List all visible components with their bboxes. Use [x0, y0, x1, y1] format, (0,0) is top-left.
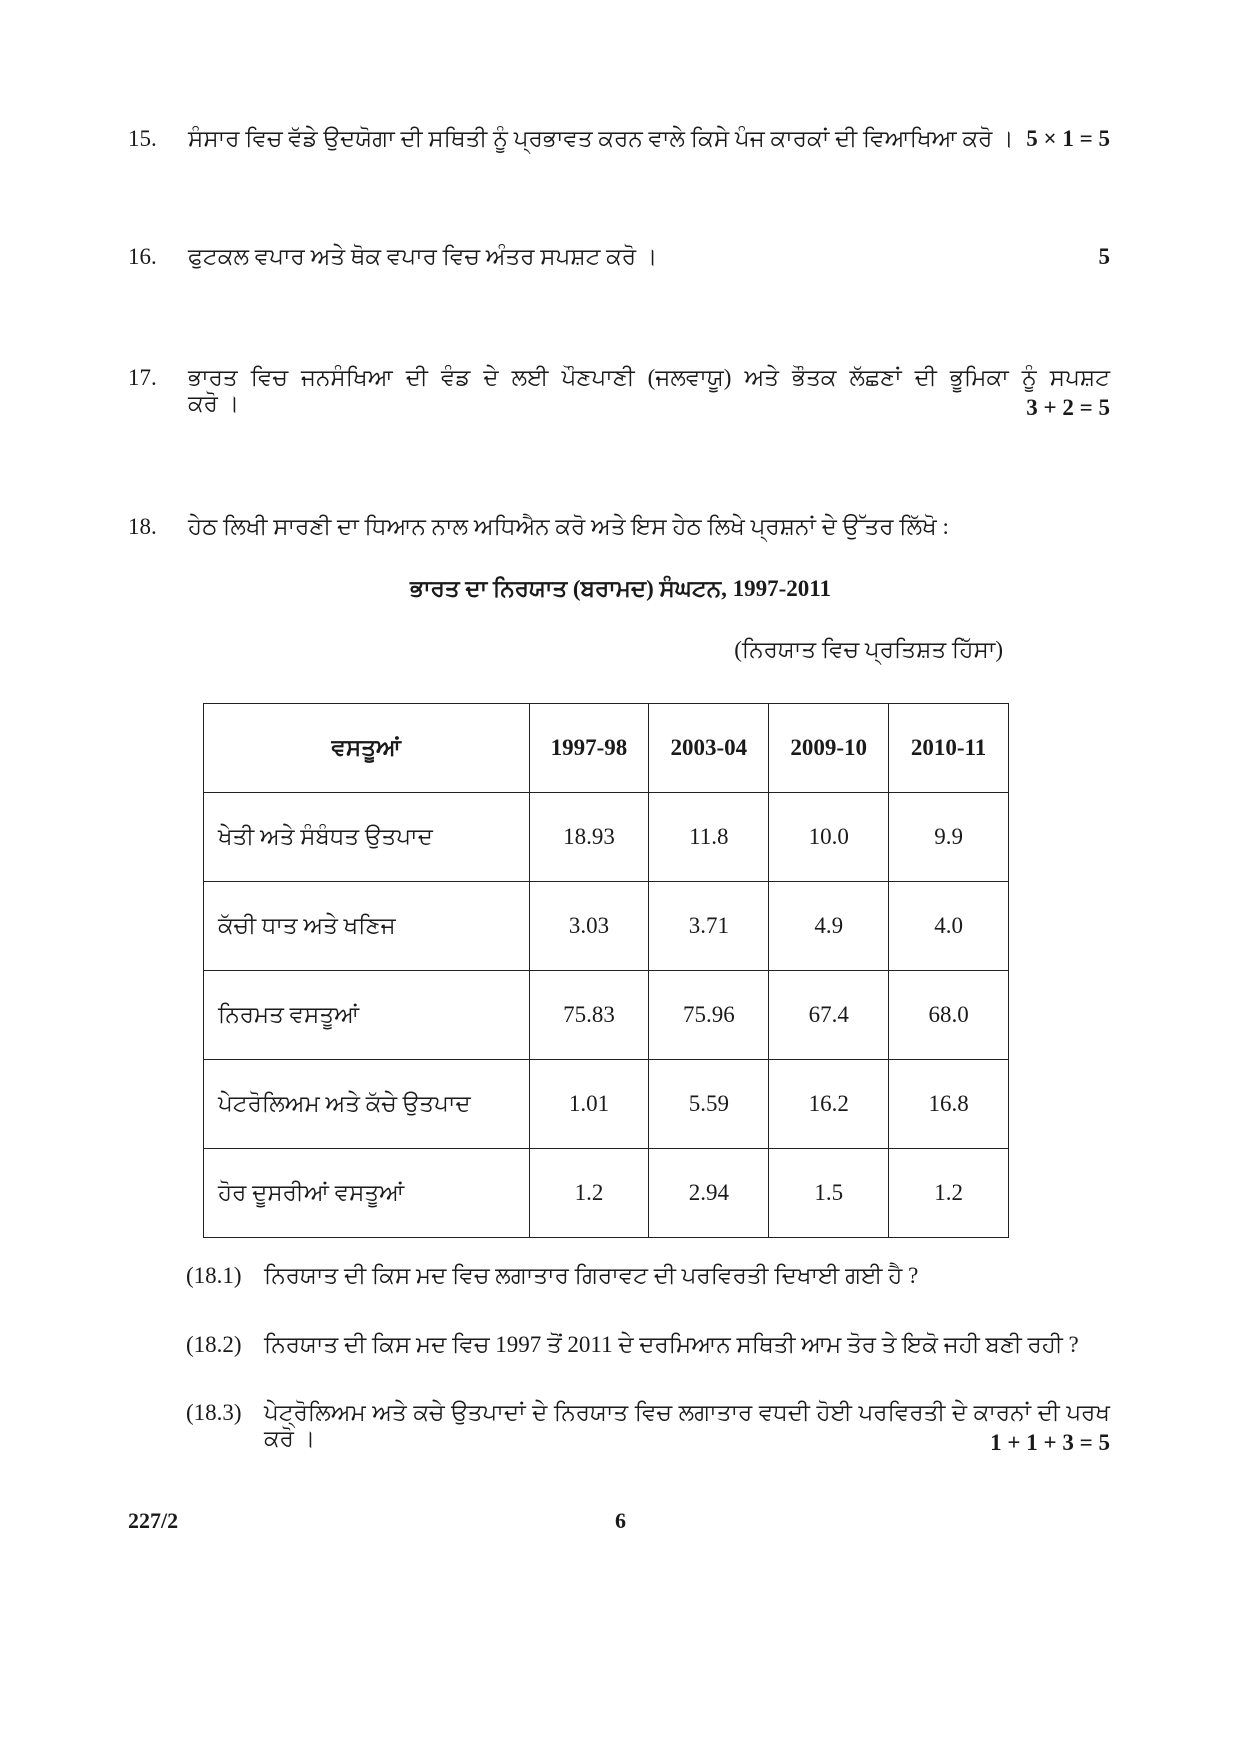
question-marks: 5: [1098, 244, 1110, 269]
table-row: [204, 882, 1009, 971]
header-cell: 2003-04: [649, 704, 769, 793]
question-marks: 5 × 1 = 5: [1026, 126, 1110, 151]
value-cell: 16.8: [889, 1060, 1009, 1149]
item-cell: ਕੱਚੀ ਧਾਤ ਅਤੇ ਖਣਿਜ: [204, 882, 530, 971]
value-cell: 9.9: [889, 793, 1009, 882]
table-row: [204, 971, 1009, 1060]
table-title: ਭਾਰਤ ਦਾ ਨਿਰਯਾਤ (ਬਰਾਮਦ) ਸੰਘਟਨ, 1997-2011: [410, 576, 831, 601]
question-marks: 3 + 2 = 5: [1026, 395, 1110, 420]
header-cell: ਵਸਤੂਆਂ: [204, 704, 530, 793]
value-cell: 1.01: [529, 1060, 649, 1149]
value-cell: 68.0: [889, 971, 1009, 1060]
header-cell: 2010-11: [889, 704, 1009, 793]
value-cell: 11.8: [649, 793, 769, 882]
subquestion-18-3: [186, 1400, 1110, 1462]
item-cell: ਖੇਤੀ ਅਤੇ ਸੰਬੰਧਤ ਉਤਪਾਦ: [204, 793, 530, 882]
value-cell: 1.2: [889, 1149, 1009, 1238]
page-number: 6: [615, 1508, 626, 1533]
subquestion-text: ਨਿਰਯਾਤ ਦੀ ਕਿਸ ਮਦ ਵਿਚ 1997 ਤੋਂ 2011 ਦੇ ਦਰਮਿਆਨ ਸਥਿਤੀ ਆਮ ਤੋਰ ਤੇ ਇਕੋ ਜਹੀ ਬਣੀ ਰਹੀ ?: [264, 1332, 1079, 1357]
subquestion-text-line-1: ਪੇਟ੍ਰੋਲਿਅਮ ਅਤੇ ਕਚੇ ਉਤਪਾਦਾਂ ਦੇ ਨਿਰਯਾਤ ਵਿਚ ਲਗਾਤਾਰ ਵਧਦੀ ਹੋਈ ਪਰਵਿਰਤੀ ਦੇ ਕਾਰਨਾਂ ਦੀ ਪਰਖ: [264, 1400, 1110, 1425]
subquestion-number: (18.3): [186, 1400, 242, 1425]
question-number: 16.: [128, 244, 157, 269]
subquestion-marks: 1 + 1 + 3 = 5: [990, 1430, 1110, 1455]
value-cell: 3.71: [649, 882, 769, 971]
value-cell: 4.0: [889, 882, 1009, 971]
table-header-row: [204, 704, 1009, 793]
item-cell: ਪੇਟਰੋਲਿਅਮ ਅਤੇ ਕੱਚੇ ਉਤਪਾਦ: [204, 1060, 530, 1149]
value-cell: 1.5: [769, 1149, 889, 1238]
item-cell: ਨਿਰਮਤ ਵਸਤੂਆਂ: [204, 971, 530, 1060]
table-row: [204, 1149, 1009, 1238]
value-cell: 3.03: [529, 882, 649, 971]
subquestion-number: (18.1): [186, 1263, 242, 1288]
question-text: ਹੇਠ ਲਿਖੀ ਸਾਰਣੀ ਦਾ ਧਿਆਨ ਨਾਲ ਅਧਿਐਨ ਕਰੋ ਅਤੇ ਇਸ ਹੇਠ ਲਿਖੇ ਪ੍ਰਸ਼ਨਾਂ ਦੇ ਉੱਤਰ ਲਿੱਖੋ :: [188, 514, 949, 539]
header-cell: 1997-98: [529, 704, 649, 793]
value-cell: 5.59: [649, 1060, 769, 1149]
table-unit: (ਨਿਰਯਾਤ ਵਿਚ ਪ੍ਰਤਿਸ਼ਤ ਹਿੱਸਾ): [734, 637, 1003, 662]
table-row: [204, 1060, 1009, 1149]
question-text: ਫੁਟਕਲ ਵਪਾਰ ਅਤੇ ਥੋਕ ਵਪਾਰ ਵਿਚ ਅੰਤਰ ਸਪਸ਼ਟ ਕਰੋ ।: [188, 244, 658, 269]
subquestion-number: (18.2): [186, 1332, 242, 1357]
question-text-line-2: ਕਰੋ ।: [188, 391, 240, 416]
value-cell: 67.4: [769, 971, 889, 1060]
header-cell: 2009-10: [769, 704, 889, 793]
question-number: 15.: [128, 126, 157, 151]
question-number: 18.: [128, 514, 157, 539]
value-cell: 4.9: [769, 882, 889, 971]
value-cell: 1.2: [529, 1149, 649, 1238]
paper-code: 227/2: [128, 1508, 179, 1533]
export-composition-table: [203, 703, 1009, 1238]
table-row: [204, 793, 1009, 882]
value-cell: 2.94: [649, 1149, 769, 1238]
subquestion-text-line-2: ਕਰੋ ।: [264, 1426, 316, 1451]
value-cell: 10.0: [769, 793, 889, 882]
subquestion-text: ਨਿਰਯਾਤ ਦੀ ਕਿਸ ਮਦ ਵਿਚ ਲਗਾਤਾਰ ਗਿਰਾਵਟ ਦੀ ਪਰਵਿਰਤੀ ਦਿਖਾਈ ਗਈ ਹੈ ?: [264, 1263, 919, 1288]
question-17: [128, 365, 1110, 425]
question-number: 17.: [128, 365, 157, 390]
item-cell: ਹੋਰ ਦੂਸਰੀਆਂ ਵਸਤੂਆਂ: [204, 1149, 530, 1238]
value-cell: 16.2: [769, 1060, 889, 1149]
question-text: ਸੰਸਾਰ ਵਿਚ ਵੱਡੇ ਉਦਯੋਗਾ ਦੀ ਸਥਿਤੀ ਨੂੰ ਪ੍ਰਭਾਵਤ ਕਰਨ ਵਾਲੇ ਕਿਸੇ ਪੰਜ ਕਾਰਕਾਂ ਦੀ ਵਿਆਖਿਆ ਕਰੋ ।: [188, 126, 1014, 151]
value-cell: 75.96: [649, 971, 769, 1060]
value-cell: 75.83: [529, 971, 649, 1060]
value-cell: 18.93: [529, 793, 649, 882]
question-text-line-1: ਭਾਰਤ ਵਿਚ ਜਨਸੰਖਿਆ ਦੀ ਵੰਡ ਦੇ ਲਈ ਪੌਣਪਾਣੀ (ਜਲਵਾਯੂ) ਅਤੇ ਭੌਤਕ ਲੱਛਣਾਂ ਦੀ ਭੂਮਿਕਾ ਨੂੰ ਸਪਸ਼ਟ: [188, 365, 1110, 390]
